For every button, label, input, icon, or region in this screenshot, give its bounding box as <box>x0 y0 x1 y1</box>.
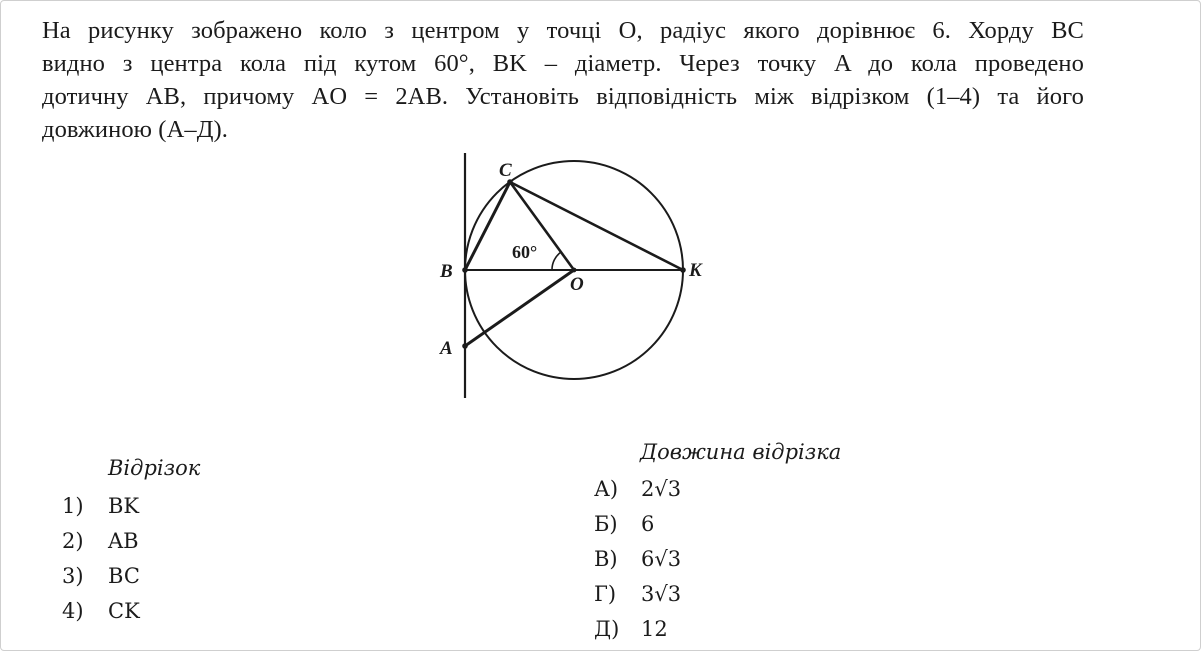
chord-bc <box>465 182 510 270</box>
length-value: 2√3 <box>641 476 682 501</box>
list-item <box>594 541 681 576</box>
problem-line-1: На рисунку зображено коло з центром у точці O, радіус якого дорівнює 6. Хорду BC <box>42 17 1084 44</box>
length-value: 3√3 <box>641 581 682 606</box>
item-letter: А) <box>594 476 619 501</box>
point-o <box>572 268 577 273</box>
geometry-diagram <box>420 148 720 408</box>
item-number: 3) <box>62 563 84 588</box>
segment-name: AB <box>108 528 139 553</box>
label-b: B <box>440 261 453 282</box>
length-value: 6 <box>641 511 655 536</box>
segments-list <box>62 488 140 628</box>
segments-heading: Відрізок <box>108 456 201 480</box>
point-b <box>462 267 468 273</box>
lengths-heading: Довжина відрізка <box>640 440 842 464</box>
segment-name: BC <box>108 563 140 588</box>
list-item <box>594 506 681 541</box>
geometry-figure <box>420 148 720 408</box>
item-number: 2) <box>62 528 84 553</box>
lengths-list <box>594 471 681 646</box>
list-item <box>62 488 140 523</box>
problem-line-3: дотичну AB, причому AO = 2AB. Установіть відповідність між відрізком (1–4) та його <box>42 83 1084 110</box>
problem-statement <box>42 14 1084 146</box>
problem-line-2: видно з центра кола під кутом 60°, BK – діаметр. Через точку A до кола проведено <box>42 50 1084 77</box>
angle-arc <box>552 252 561 270</box>
segment-name: CK <box>108 598 140 623</box>
item-letter: Д) <box>594 616 620 641</box>
list-item <box>62 523 140 558</box>
item-number: 4) <box>62 598 84 623</box>
length-value: 12 <box>641 616 668 641</box>
angle-label: 60° <box>512 242 538 262</box>
segment-name: BK <box>108 493 140 518</box>
length-value: 6√3 <box>641 546 682 571</box>
item-letter: Б) <box>594 511 618 536</box>
item-number: 1) <box>62 493 84 518</box>
label-k: K <box>689 260 702 281</box>
list-item <box>62 593 140 628</box>
label-c: C <box>499 160 512 181</box>
list-item <box>594 576 681 611</box>
segment-ao <box>465 270 574 346</box>
point-a <box>462 343 468 349</box>
label-o: O <box>570 274 584 295</box>
problem-line-4: довжиною (А–Д). <box>42 116 229 143</box>
point-k <box>680 267 686 273</box>
item-letter: Г) <box>594 581 617 606</box>
list-item <box>594 611 681 646</box>
item-letter: В) <box>594 546 618 571</box>
label-a: A <box>440 338 453 359</box>
list-item <box>594 471 681 506</box>
list-item <box>62 558 140 593</box>
